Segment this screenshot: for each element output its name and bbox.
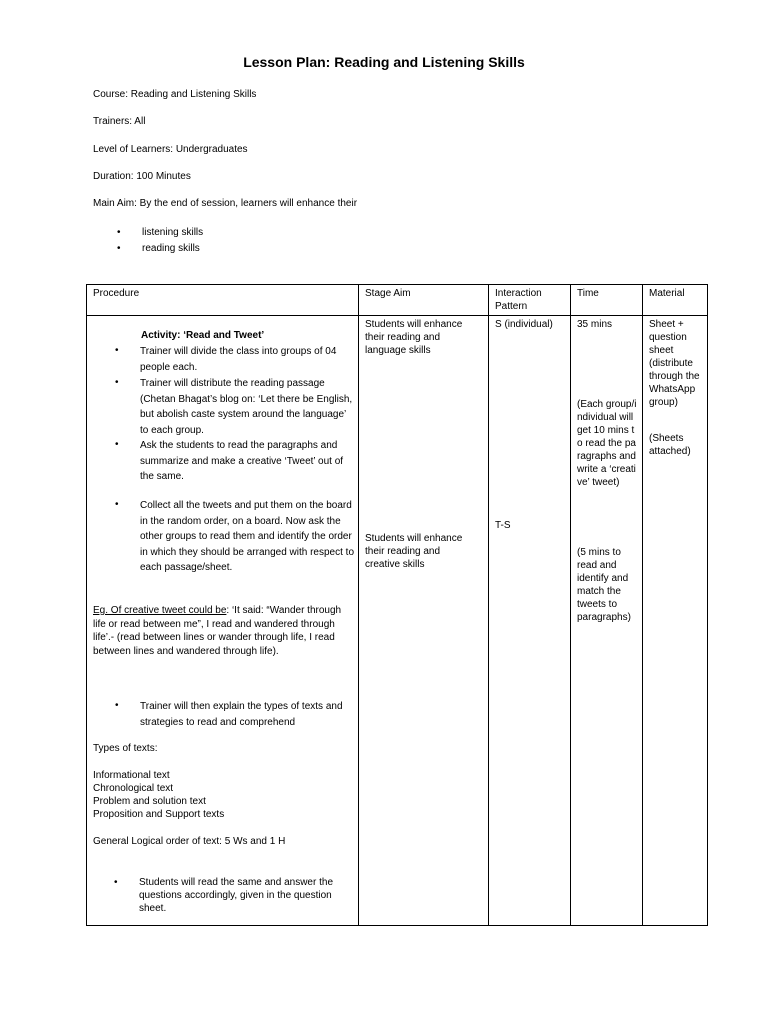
table-row bbox=[87, 316, 708, 926]
text-type-item: Informational text bbox=[93, 770, 170, 781]
procedure-step: Collect all the tweets and put them on the board in the random order, on a board. Now ask the other groups to read them and identify the order in which they should be arranged with respect to each passage/sheet. bbox=[140, 500, 355, 573]
stage-aim-text: Students will enhance their reading and creative skills bbox=[365, 533, 463, 570]
level-line: Level of Learners: Undergraduates bbox=[93, 144, 248, 155]
header-stage-aim: Stage Aim bbox=[359, 285, 489, 316]
text-type-item: Chronological text bbox=[93, 783, 174, 794]
trainers-line: Trainers: All bbox=[93, 116, 146, 127]
course-line: Course: Reading and Listening Skills bbox=[93, 89, 257, 100]
bullet-icon: • bbox=[117, 227, 121, 238]
example-label: Eg. Of creative tweet could be bbox=[93, 605, 227, 616]
stage-aim-cell bbox=[359, 316, 489, 926]
document-title: Lesson Plan: Reading and Listening Skills bbox=[243, 54, 525, 70]
header-interaction: Interaction Pattern bbox=[489, 285, 571, 316]
time-text: (Each group/individual will get 10 mins to read the paragraphs and write a ‘creative’ tweet) bbox=[577, 399, 637, 488]
header-material: Material bbox=[643, 285, 708, 316]
procedure-step: Trainer will divide the class into groups of 04 people each. bbox=[140, 346, 337, 373]
interaction-text: T-S bbox=[495, 520, 511, 531]
types-heading: Types of texts: bbox=[93, 743, 158, 754]
activity-title: Activity: ‘Read and Tweet’ bbox=[141, 330, 265, 341]
procedure-step: Students will read the same and answer the questions accordingly, given in the question sheet. bbox=[139, 877, 333, 914]
bullet-icon: • bbox=[115, 345, 119, 356]
example-text: : ‘It said: “Wander through life or read between me”, I read and wandered through life’.- (read between lines or wander through life, I read between lines and wandered through life). bbox=[93, 605, 342, 657]
table-header-row bbox=[87, 285, 708, 316]
procedure-step: Trainer will distribute the reading passage (Chetan Bhagat’s blog on: ‘Let there be English, but abolish caste system around the language’ to each group. bbox=[140, 378, 353, 436]
bullet-icon: • bbox=[117, 243, 121, 254]
time-text: 35 mins bbox=[577, 319, 613, 330]
main-aim-line: Main Aim: By the end of session, learners will enhance their bbox=[93, 198, 358, 209]
header-procedure: Procedure bbox=[87, 285, 359, 316]
procedure-step: Trainer will then explain the types of texts and strategies to read and comprehend bbox=[140, 701, 343, 728]
interaction-text: S (individual) bbox=[495, 319, 553, 330]
creative-tweet-example bbox=[93, 604, 355, 658]
material-text: (Sheets attached) bbox=[649, 433, 691, 457]
material-text: Sheet + question sheet (distribute through the WhatsApp group) bbox=[649, 319, 700, 408]
procedure-cell bbox=[87, 316, 359, 926]
bullet-icon: • bbox=[115, 377, 119, 388]
text-type-item: Problem and solution text bbox=[93, 796, 206, 807]
procedure-step: Ask the students to read the paragraphs and summarize and make a creative ‘Tweet’ out of the same. bbox=[140, 440, 344, 482]
text-type-item: Proposition and Support texts bbox=[93, 809, 225, 820]
stage-aim-text: Students will enhance their reading and language skills bbox=[365, 319, 463, 356]
time-cell bbox=[571, 316, 643, 926]
lesson-plan-table bbox=[86, 284, 708, 926]
time-text: (5 mins to read and identify and match the tweets to paragraphs) bbox=[577, 547, 631, 623]
bullet-icon: • bbox=[115, 499, 119, 510]
logical-order: General Logical order of text: 5 Ws and 1 H bbox=[93, 836, 286, 847]
bullet-icon: • bbox=[115, 439, 119, 450]
duration-line: Duration: 100 Minutes bbox=[93, 171, 191, 182]
bullet-icon: • bbox=[115, 700, 119, 711]
interaction-cell bbox=[489, 316, 571, 926]
header-time: Time bbox=[571, 285, 643, 316]
material-cell bbox=[643, 316, 708, 926]
bullet-icon: • bbox=[114, 877, 118, 888]
